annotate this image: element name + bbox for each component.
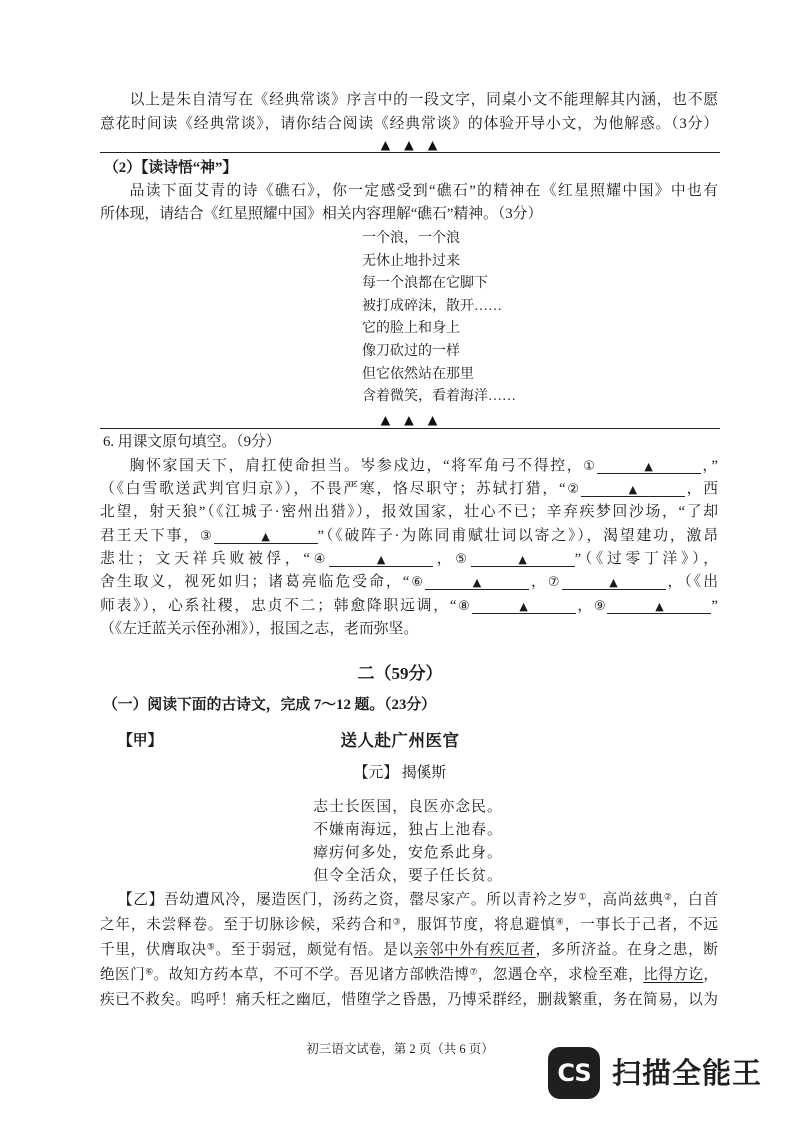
text-run: 。故知方药本草，不可不学。吾见诸方部帙浩博 — [153, 966, 470, 983]
poem-line: 但令全活众，要子任长贫。 — [313, 868, 503, 884]
divider-line — [100, 152, 720, 153]
fill-in-line — [100, 455, 718, 478]
poem-line: 无休止地扑过来 — [362, 253, 460, 269]
answer-blank: ▲ — [425, 576, 529, 590]
text-run: 。至于弱冠，颇觉有悟。是以 — [215, 941, 414, 958]
poem-line: 像刀砍过的一样 — [362, 343, 460, 359]
text-run: 师表》），心系社稷，忠贞不二；韩愈降职远调，“ — [100, 597, 457, 614]
passage-line — [100, 938, 718, 963]
passage-line — [100, 888, 718, 913]
fill-in-line — [100, 618, 718, 641]
prompt-line: 品读下面艾青的诗《礁石》，你一定感受到“礁石”的精神在《红星照耀中国》中也有 — [129, 183, 718, 199]
poem-line: 含着微笑，看着海洋…… — [362, 389, 516, 405]
answer-blank: ▲ — [214, 530, 318, 544]
prompt-line: 所体现，请结合《红星照耀中国》相关内容理解“礁石”精神。（3分） — [100, 206, 543, 222]
poem-author: 【元】 揭傒斯 — [353, 765, 447, 781]
prompt-line: 意花时间读《经典常谈》，请你结合阅读《经典常谈》的体验开导小文，为他解惑。（3分） — [100, 116, 718, 132]
answer-blank: ▲ — [329, 553, 433, 567]
text-run: 千里，伏膺取决 — [100, 941, 207, 958]
fill-in-line — [100, 571, 718, 594]
poem-reef — [362, 228, 662, 409]
poem-line: 志士长医国，良医亦念民。 — [313, 799, 503, 815]
text-run: 悲壮；文天祥兵败被俘，“ — [100, 551, 310, 568]
text-run: ”（《破阵子·为陈同甫赋壮词以寄之》），渴望建功，激昂 — [317, 527, 718, 544]
answer-blank: ▲ — [471, 553, 575, 567]
text-run: 疾已不救矣。呜呼！痛夭枉之幽厄，惜堕学之昏愚，乃博采群经，删裁繁重，务在简易，以为 — [100, 991, 718, 1008]
blank-number: ⑨ — [593, 598, 608, 614]
footnote-marker: ③ — [392, 916, 402, 926]
page-footer: 初三语文试卷，第 2 页（共 6 页） — [306, 1042, 494, 1056]
footnote-marker: ⑤ — [206, 941, 216, 951]
blank-number: ② — [565, 481, 581, 497]
fill-in-line — [100, 525, 718, 548]
blank-number: ① — [583, 458, 597, 474]
question-6-heading: 6. 用课文原句填空。（9分） — [103, 434, 281, 450]
answer-blank: ▲ — [607, 600, 711, 614]
poem-jia — [100, 796, 716, 888]
scanner-logo-text: 扫描全能王 — [612, 1056, 763, 1090]
text-run: 绝医门 — [100, 966, 146, 983]
poem-line: 但它依然站在那里 — [362, 366, 474, 382]
footnote-marker: ② — [663, 891, 673, 901]
text-run: 之年，未尝释卷。至于切脉诊候，采药合和 — [100, 916, 393, 933]
poem-line: 瘴疠何多处，安危系此身。 — [313, 845, 503, 861]
text-run: ， — [529, 574, 548, 591]
text-run: ，白首 — [672, 891, 718, 908]
passage-yi — [100, 888, 718, 1013]
text-run: （《左迁蓝关示侄孙湘》），报国之志，老而弥坚。 — [100, 621, 419, 638]
text-run: ，（《出 — [665, 574, 719, 591]
text-run: ，西 — [684, 480, 718, 497]
answer-area-marks: ▲ ▲ ▲ — [380, 137, 438, 152]
answer-blank: ▲ — [562, 576, 666, 590]
answer-blank: ▲ — [581, 483, 685, 497]
text-run: 胸怀家国天下，肩扛使命担当。岑参戍边，“将军角弓不得控， — [129, 457, 584, 474]
section-2-heading: 二（59分） — [357, 664, 443, 683]
footnote-marker: ④ — [555, 916, 565, 926]
divider-line — [100, 428, 720, 429]
question-5-2-prompt — [100, 180, 718, 226]
text-run: 舍生取义，视死如归；诸葛亮临危受命，“ — [100, 574, 410, 591]
passage-line — [100, 963, 718, 988]
passage-jia-label: 【甲】 — [118, 733, 163, 749]
poem-line: 它的脸上和身上 — [362, 321, 460, 337]
text-run: ，” — [700, 457, 719, 474]
poem-line: 不嫌南海远，独占上池春。 — [313, 822, 503, 838]
blank-number: ③ — [200, 528, 214, 544]
scanner-logo-badge: CS — [548, 1047, 600, 1099]
footnote-marker: ⑦ — [469, 966, 478, 976]
text-run: 【乙】吾幼遭风冷，屡造医门，汤药之资，罄尽家产。所以青衿之岁 — [118, 891, 579, 908]
fill-in-line — [100, 478, 718, 501]
passage-line — [100, 988, 718, 1013]
poem-line: 一个浪，一个浪 — [362, 231, 460, 246]
text-run: ，服饵节度，将息避慎 — [401, 916, 556, 933]
answer-blank: ▲ — [597, 460, 701, 474]
question-5-1-prompt — [100, 88, 718, 136]
question-5-2-heading: （2）【读诗悟“神”】 — [104, 160, 238, 176]
part-1-instructions: （一）阅读下面的古诗文，完成 7～12 题。（23分） — [103, 697, 436, 713]
poem-line: 每一个浪都在它脚下 — [362, 276, 488, 292]
prompt-line: 以上是朱自清写在《经典常谈》序言中的一段文字，同桌小文不能理解其内涵，也不愿 — [129, 92, 718, 108]
footnote-marker: ① — [578, 891, 588, 901]
blank-number: ⑧ — [456, 598, 472, 614]
blank-number: ④ — [310, 552, 330, 568]
poem-title: 送人赴广州医官 — [340, 731, 460, 750]
fill-in-line — [100, 501, 718, 524]
answer-area-marks: ▲ ▲ ▲ — [380, 412, 438, 427]
fill-in-line — [100, 595, 718, 618]
text-run: ，忽遇仓卒，求检至难， — [477, 966, 644, 983]
footnote-marker: ⑥ — [145, 966, 154, 976]
underlined-phrase: 亲邻中外有疾厄者 — [413, 941, 536, 958]
text-run: ，一事长于己者，不远 — [564, 916, 718, 933]
text-run: ”（《过零丁洋》）， — [574, 551, 719, 568]
question-6-fill-in — [100, 455, 718, 642]
text-run: ，多所济益。在身之患，断 — [535, 941, 718, 958]
text-run: ” — [711, 597, 718, 614]
text-run: （《白雪歌送武判官归京》），不畏严寒，恪尽职守；苏轼打猎，“ — [100, 480, 566, 497]
fill-in-line — [100, 548, 718, 571]
text-run: ， — [575, 597, 594, 614]
text-run: ，高尚兹典 — [587, 891, 664, 908]
poem-line: 被打成碎沫，散开…… — [362, 298, 502, 314]
blank-number: ⑦ — [547, 575, 562, 591]
blank-number: ⑥ — [409, 575, 425, 591]
passage-line — [100, 913, 718, 938]
underlined-phrase: 比得方讫 — [643, 966, 704, 983]
blank-number: ⑤ — [455, 552, 471, 568]
text-run: ， — [703, 966, 718, 983]
text-run: 北望，射天狼”（《江城子·密州出猎》），报效国家，壮心不已；辛弃疾梦回沙场，“了却 — [100, 504, 718, 521]
answer-blank: ▲ — [472, 600, 576, 614]
text-run: 君王天下事， — [100, 527, 201, 544]
text-run: ， — [433, 551, 456, 568]
